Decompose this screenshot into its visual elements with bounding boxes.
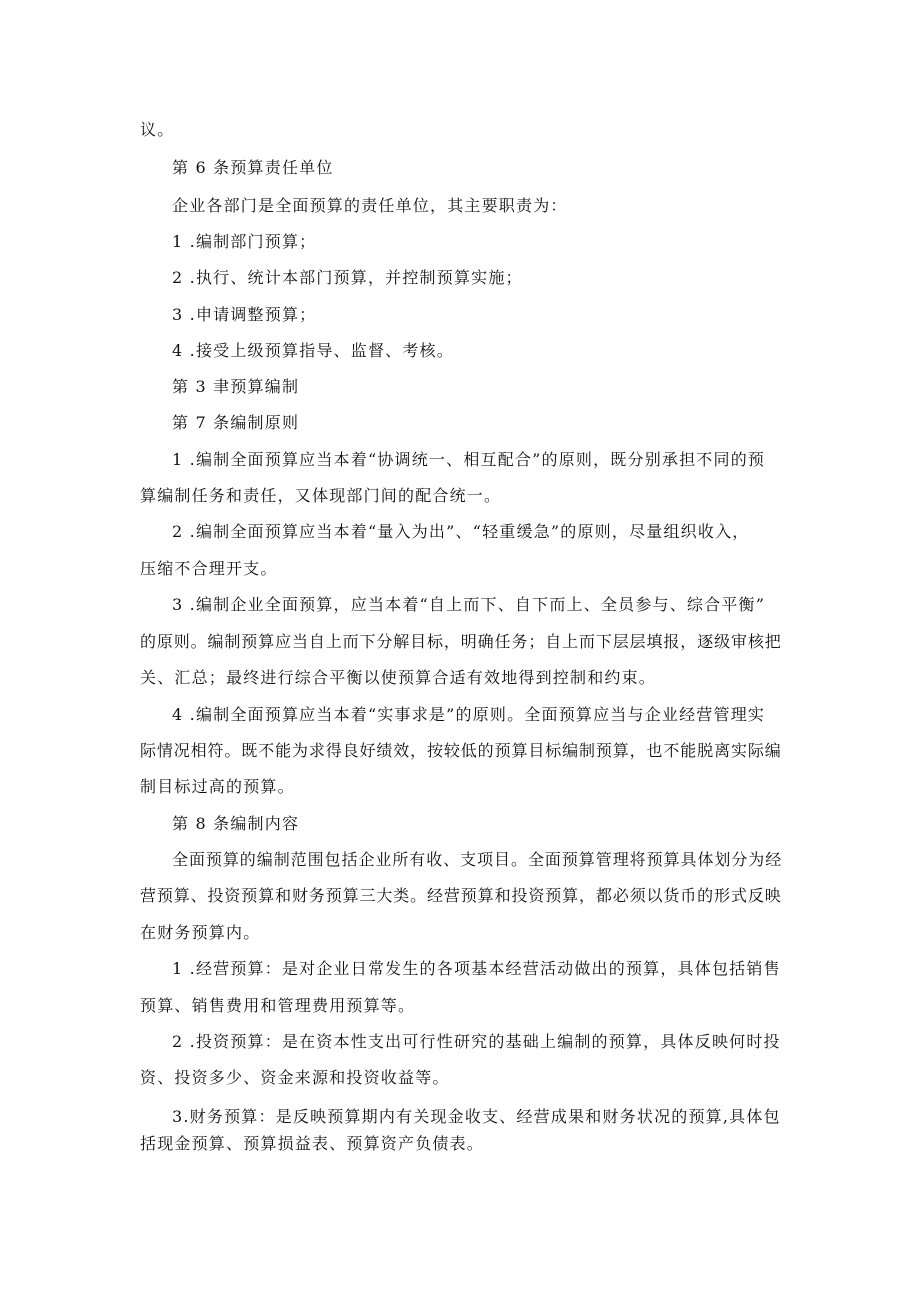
paragraph-line: 括现金预算、预算损益表、预算资产负债表。: [140, 1134, 485, 1153]
paragraph-line: 压缩不合理开支。: [140, 559, 278, 578]
article-heading: 第 8 条编制内容: [172, 814, 300, 833]
list-item: 3 .申请调整预算；: [172, 305, 317, 324]
list-item: 1 .编制部门预算；: [172, 232, 317, 251]
text-line: 议。: [140, 120, 175, 139]
paragraph-line: 营预算、投资预算和财务预算三大类。经营预算和投资预算，都必须以货币的形式反映: [140, 886, 782, 905]
article-heading: 第 6 条预算责任单位: [172, 158, 334, 177]
paragraph-line: 际情况相符。既不能为求得良好绩效，按较低的预算目标编制预算，也不能脱离实际编: [140, 741, 782, 760]
paragraph-line: 算编制任务和责任，又体现部门间的配合统一。: [140, 486, 502, 505]
paragraph-line: 的原则。编制预算应当自上而下分解目标，明确任务；自上而下层层填报，逐级审核把: [140, 632, 782, 651]
paragraph-line: 制目标过高的预算。: [140, 777, 295, 796]
paragraph-line: 1 .经营预算：是对企业日常发生的各项基本经营活动做出的预算，具体包括销售: [172, 959, 781, 978]
chapter-heading: 第 3 聿预算编制: [172, 377, 300, 396]
list-item: 4 .接受上级预算指导、监督、考核。: [172, 341, 454, 360]
paragraph-line: 资、投资多少、资金来源和投资收益等。: [140, 1068, 450, 1087]
paragraph-line: 4 .编制全面预算应当本着“实事求是”的原则。全面预算应当与企业经营管理实: [172, 705, 766, 724]
paragraph-line: 2 .编制全面预算应当本着“量入为出”、“轻重缓急”的原则，尽量组织收入，: [172, 522, 750, 541]
list-item: 2 .执行、统计本部门预算，并控制预算实施；: [172, 268, 523, 287]
paragraph-line: 预算、销售费用和管理费用预算等。: [140, 996, 416, 1015]
paragraph-line: 关、汇总；最终进行综合平衡以使预算合适有效地得到控制和约束。: [140, 668, 657, 687]
paragraph-line: 1 .编制全面预算应当本着“协调统一、相互配合”的原则，既分别承担不同的预: [172, 450, 766, 469]
paragraph-line: 3.财务预算：是反映预算期内有关现金收支、经营成果和财务状况的预算,具体包: [172, 1107, 781, 1126]
paragraph-line: 全面预算的编制范围包括企业所有收、支项目。全面预算管理将预算具体划分为经: [172, 850, 783, 869]
paragraph-line: 在财务预算内。: [140, 923, 261, 942]
text-line: 企业各部门是全面预算的责任单位，其主要职责为：: [172, 196, 568, 215]
paragraph-line: 3 .编制企业全面预算，应当本着“自上而下、自下而上、全员参与、综合平衡”: [172, 595, 766, 614]
paragraph-line: 2 .投资预算：是在资本性支出可行性研究的基础上编制的预算，具体反映何时投: [172, 1032, 781, 1051]
article-heading: 第 7 条编制原则: [172, 413, 300, 432]
